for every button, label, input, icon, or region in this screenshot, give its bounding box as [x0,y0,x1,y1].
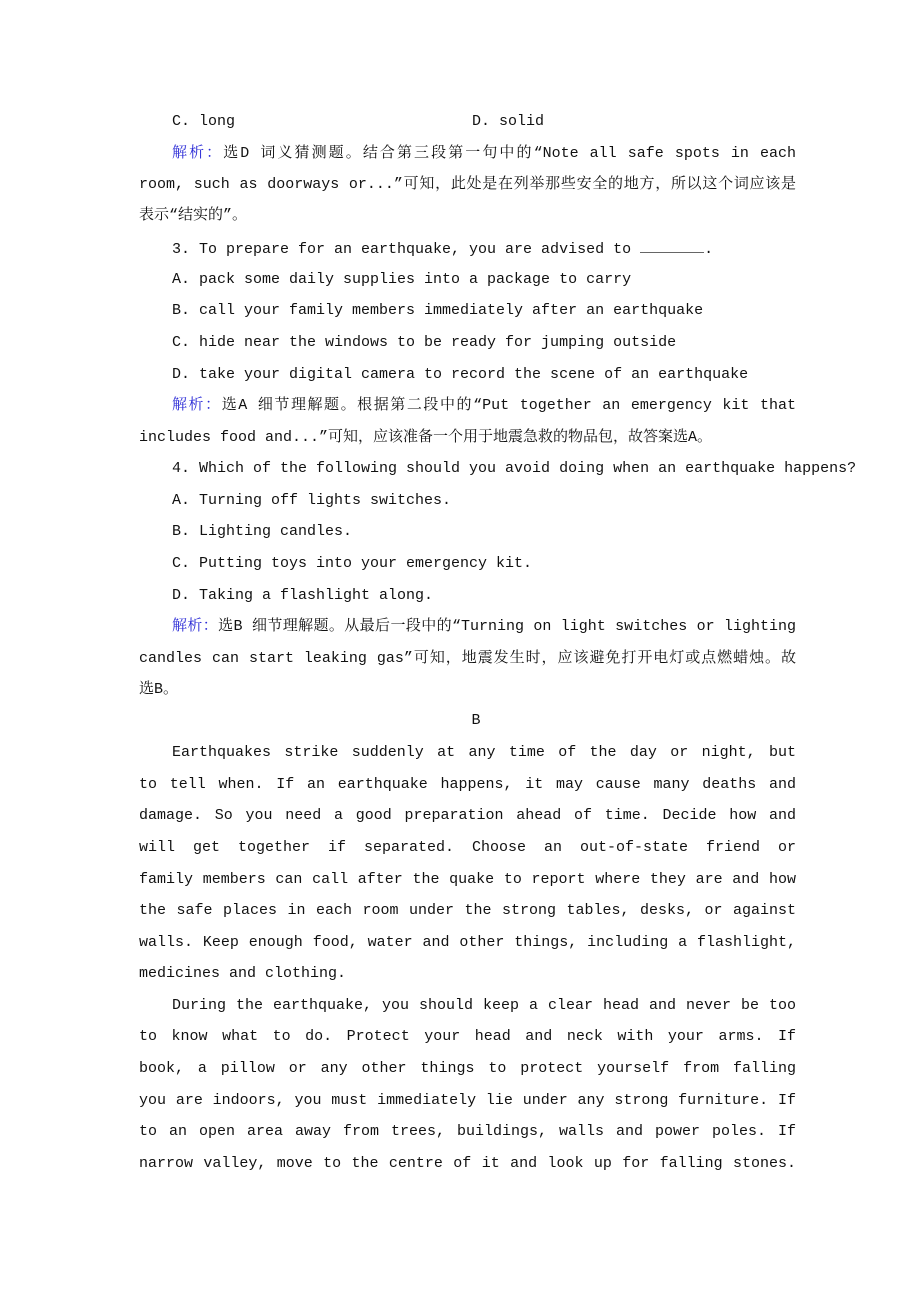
answer-blank [640,238,704,253]
option-b: B. Lighting candles. [172,523,353,540]
analysis-line: candles can start leaking gas”可知，地震发生时，应该避免打开电灯或点燃蜡烛。故 [139,650,796,667]
option-d: D. solid [472,113,545,130]
option-c [172,112,796,132]
paragraph-line: you are indoors, you must immediately lie under any strong furniture. If [139,1092,796,1109]
passage-heading: B [471,712,481,729]
option-a: A. pack some daily supplies into a package to carry [172,271,632,288]
option-text: C. long [172,113,236,130]
paragraph-line: damage. So you need a good preparation ahead of time. Decide how and [139,807,796,824]
analysis-line [172,144,796,164]
stem-end: . [704,241,714,258]
analysis-label: 解析： [172,145,224,162]
analysis-line [172,396,796,416]
analysis-line: 选B。 [139,681,179,698]
paragraph-line: to an open area away from trees, buildings, walls and power poles. If [139,1123,796,1140]
option-a: A. Turning off lights switches. [172,492,452,509]
analysis-line: includes food and...”可知，应该准备一个用于地震急救的物品包，故答案选A。 [139,429,713,446]
option-d: D. take your digital camera to record the scene of an earthquake [172,366,749,383]
analysis-label: 解析： [172,397,222,414]
paragraph-line: book, a pillow or any other things to protect yourself from falling [139,1060,796,1077]
option-c: C. Putting toys into your emergency kit. [172,555,533,572]
paragraph-line: During the earthquake, you should keep a clear head and never be too [172,997,796,1014]
question-stem [172,238,796,258]
paragraph-line: Earthquakes strike suddenly at any time of the day or night, but [172,744,796,761]
option-c: C. hide near the windows to be ready for jumping outside [172,334,677,351]
option-d: D. Taking a flashlight along. [172,587,434,604]
paragraph-line: family members can call after the quake to report where they are and how [139,871,796,888]
paragraph-line: will get together if separated. Choose an out-of-state friend or [139,839,796,856]
analysis-text: 选B 细节理解题。从最后一段中的“Turning on light switches or lighting [218,618,796,635]
paragraph-line: to tell when. If an earthquake happens, it may cause many deaths and [139,776,796,793]
paragraph-line: walls. Keep enough food, water and other things, including a flashlight, [139,934,796,951]
paragraph-line: narrow valley, move to the centre of it and look up for falling stones. [139,1155,796,1172]
option-b: B. call your family members immediately after an earthquake [172,302,704,319]
analysis-line: 表示“结实的”。 [139,207,248,224]
paragraph-line: medicines and clothing. [139,965,347,982]
stem-text: 3. To prepare for an earthquake, you are advised to [172,241,641,258]
analysis-line [172,617,796,637]
paragraph-line: the safe places in each room under the strong tables, desks, or against [139,902,796,919]
question-stem: 4. Which of the following should you avoid doing when an earthquake happens? [172,460,857,477]
analysis-line: room, such as doorways or...”可知，此处是在列举那些安全的地方，所以这个词应该是 [139,176,796,193]
analysis-label: 解析： [172,618,219,635]
analysis-text: 选A 细节理解题。根据第二段中的“Put together an emergency kit that [221,397,796,414]
paragraph-line: to know what to do. Protect your head and neck with your arms. If [139,1028,796,1045]
analysis-text: 选D 词义猜测题。结合第三段第一句中的“Note all safe spots in each [223,145,796,162]
